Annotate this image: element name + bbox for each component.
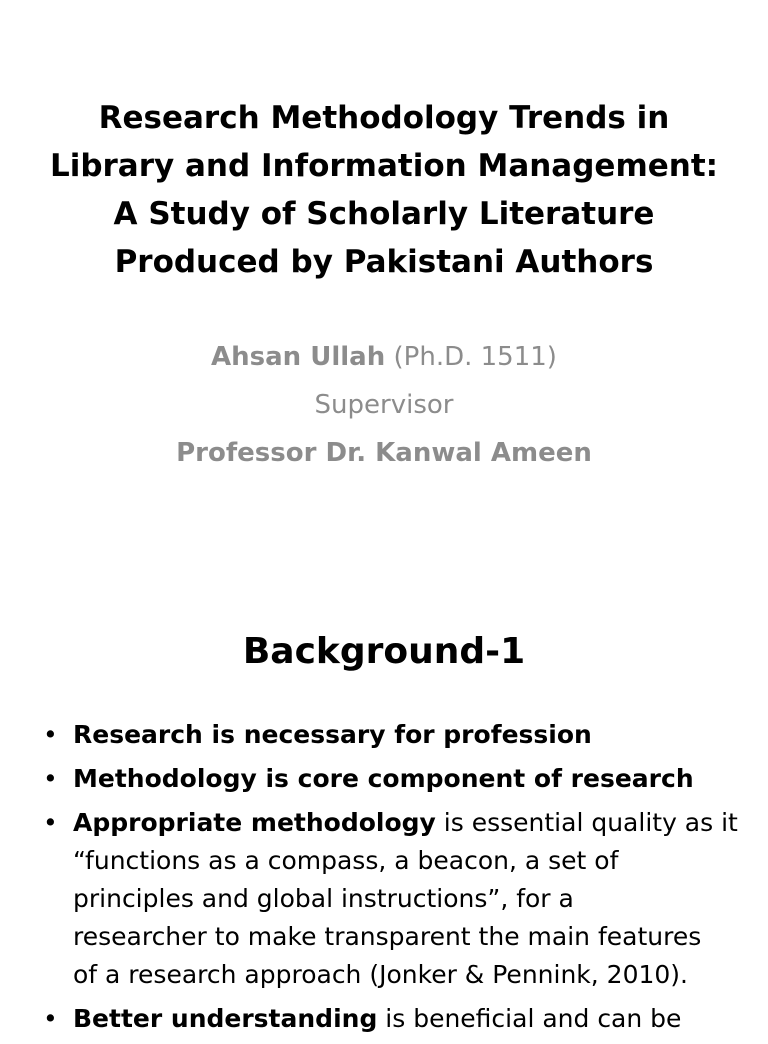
bullet-bold-text: Appropriate methodology bbox=[73, 808, 436, 837]
bullet-icon: • bbox=[43, 1004, 58, 1033]
bullet-icon: • bbox=[43, 808, 58, 837]
bullet-list bbox=[0, 716, 768, 1044]
title-line-1: Research Methodology Trends in bbox=[98, 100, 670, 136]
supervisor-label: Supervisor bbox=[314, 390, 454, 420]
bullet-icon: • bbox=[43, 764, 58, 793]
presentation-title bbox=[40, 94, 728, 286]
bullet-text: researcher to make transparent the main features bbox=[73, 922, 702, 951]
title-line-3: A Study of Scholarly Literature bbox=[113, 196, 655, 232]
author-line bbox=[40, 333, 728, 381]
bullet-icon: • bbox=[43, 720, 58, 749]
list-item bbox=[0, 1000, 768, 1038]
title-line-2: Library and Information Management: bbox=[49, 148, 719, 184]
list-item bbox=[0, 804, 768, 994]
bullet-text: “functions as a compass, a beacon, a set of bbox=[73, 846, 619, 875]
bullet-bold-text: Methodology is core component of research bbox=[73, 764, 694, 793]
bullet-text: is beneficial and can be bbox=[377, 1004, 682, 1033]
bullet-text: principles and global instructions”, for a bbox=[73, 884, 574, 913]
slide-heading: Background-1 bbox=[242, 631, 526, 672]
list-item bbox=[0, 760, 768, 798]
author-id: (Ph.D. 1511) bbox=[385, 342, 557, 372]
author-name: Ahsan Ullah bbox=[211, 342, 386, 372]
bullet-text: is essential quality as it bbox=[435, 808, 738, 837]
author-block bbox=[40, 333, 728, 477]
title-line-4: Produced by Pakistani Authors bbox=[114, 244, 654, 280]
bullet-text: of a research approach (Jonker & Pennink, 2010). bbox=[73, 960, 688, 989]
bullet-bold-text: Research is necessary for profession bbox=[73, 720, 592, 749]
list-item bbox=[0, 716, 768, 754]
bullet-bold-text: Better understanding bbox=[73, 1004, 378, 1033]
supervisor-name: Professor Dr. Kanwal Ameen bbox=[176, 438, 592, 468]
